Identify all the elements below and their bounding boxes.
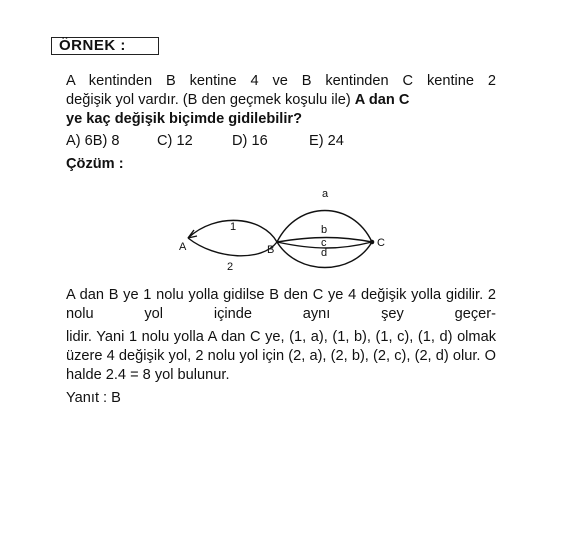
solution-paragraph-2: lidir. Yani 1 nolu yolla A dan C ye, (1, a), (1, b), (1, c), (1, d) olmak üzere 4 değişik yol, 2 nolu yol için (2, a), (2, b), (2, c), (2, d) olur. O halde 2.4 = 8 yol bulunur. bbox=[66, 329, 496, 383]
road-c-label: c bbox=[321, 237, 327, 249]
road-2-curve bbox=[188, 238, 277, 256]
road-a-label: a bbox=[322, 188, 329, 200]
road-diagram bbox=[66, 180, 496, 280]
option-d: D) 16 bbox=[232, 133, 268, 149]
question-line-2-text: değişik yol vardır. (B den geçmek koşulu ile) bbox=[66, 92, 355, 108]
question-line-3: ye kaç değişik biçimde gidilebilir? bbox=[66, 111, 303, 127]
example-heading: ÖRNEK : bbox=[51, 37, 159, 55]
option-c: C) 12 bbox=[157, 133, 193, 149]
question-line-2-bold: A dan C bbox=[354, 92, 410, 108]
node-c-label: C bbox=[377, 237, 385, 249]
solution-label: Çözüm : bbox=[66, 156, 124, 172]
road-1-label: 1 bbox=[230, 221, 237, 233]
road-b-label: b bbox=[321, 224, 328, 236]
node-a-label: A bbox=[179, 241, 187, 253]
node-c-dot bbox=[370, 240, 375, 245]
solution-paragraph-1: A dan B ye 1 nolu yolla gidilse B den C ye 4 değişik yolla gidilir. 2 nolu yol içinde aynı şey geçer- bbox=[66, 287, 496, 322]
road-2-label: 2 bbox=[227, 261, 234, 273]
question-line-2 bbox=[66, 91, 496, 110]
node-b-label: B bbox=[267, 244, 275, 256]
option-e: E) 24 bbox=[309, 133, 344, 149]
answer-options bbox=[66, 132, 496, 151]
example-content bbox=[66, 72, 496, 408]
question-line-1: A kentinden B kentine 4 ve B kentinden C kentine 2 bbox=[66, 73, 496, 89]
answer-line: Yanıt : B bbox=[66, 390, 121, 406]
option-ab: A) 6B) 8 bbox=[66, 133, 120, 149]
road-d-label: d bbox=[321, 247, 328, 259]
